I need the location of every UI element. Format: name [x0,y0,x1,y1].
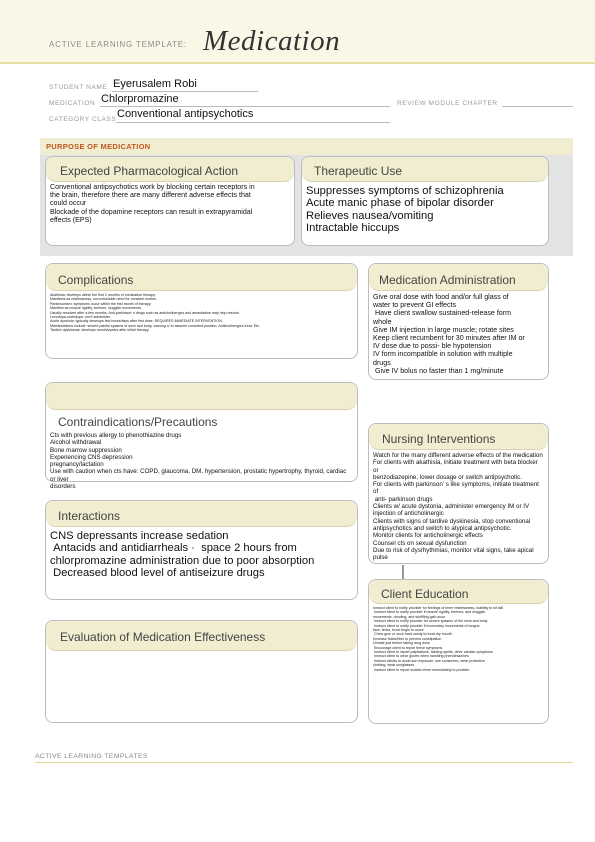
text-line: Have client swallow sustained-release form [373,309,512,318]
text-line: Antacids and antidiarrheals · space 2 hours from [50,542,297,555]
medication-administration-card [368,263,549,380]
text-line: Instruct client to notify provider for severe spasms of the neck and body [373,619,488,624]
text-line: IV dose due to possi- ble hypotension [373,342,492,351]
footer-label: ACTIVE LEARNING TEMPLATES [35,753,148,760]
client-education-card [368,579,549,724]
text-line: Acute dystonia: typically develops few hours/days after first dose. REQUIRES IMMEDIATE INTERVENTION. [50,319,223,324]
category-class-underline [116,122,390,123]
text-line: drugs [373,358,391,367]
text-line: Keep client recumbent for 30 minutes after IM or [373,334,525,343]
text-line: Give oral dose with food and/or full glass of [373,293,509,301]
purpose-label: PURPOSE OF MEDICATION [46,142,151,151]
text-line: Instruct client to notify provider if involuntary movements of tongue, [373,623,481,628]
text-line: Tardive dyskinesia: develops months/years after initial therapy. [50,328,150,333]
interactions-text[interactable] [50,530,353,580]
text-line: pregnancy/lactation [50,461,104,469]
medication-field[interactable]: Chlorpromazine [101,93,179,105]
text-line: Bone marrow suppression [50,446,122,454]
text-line: Manifest as muscle rigidity, tremors, sluggish movements. [50,306,142,311]
text-line: Instruct client to report sudden fever immediately to provider [373,667,470,672]
medication-administration-text[interactable] [373,293,544,375]
text-line: Manifests as restlessness, uncontrollable need for constant motion. [50,297,158,302]
text-line: anti- parkinson drugs [373,495,433,503]
medication-label: MEDICATION [49,100,96,107]
therapeutic-use-text[interactable] [306,185,544,235]
text-line: Acute manic phase of bipolar disorder [306,197,494,210]
text-line: For clients with akathisia, initiate treatment with beta blocker or [373,459,540,474]
text-line: antipsychotics and switch to atypical antipsychotic. [373,524,512,532]
contraindications-card [45,382,358,491]
therapeutic-use-card [301,156,549,246]
text-line: Encourage client to report these symptoms [373,645,443,650]
therapeutic-use-title: Therapeutic Use [314,164,403,178]
text-line: Parkinsonism: symptoms occur within the first month of therapy. [50,301,152,306]
medication-administration-title: Medication Administration [379,273,516,287]
text-line: Due to risk of dysrhythmias, monitor vital signs, take apical pulse [373,546,536,562]
text-line: benzodiazepine, lower dosage or switch antipsychotic. [373,473,522,481]
text-line: the brain, therefore there are many different adverse effects that [50,191,251,200]
text-line: Akathisia: develops within the first 2 months of medication therapy. [50,293,156,297]
expected-action-title: Expected Pharmacological Action [60,164,239,178]
text-line: could occur [50,199,87,208]
text-line: Manifestations include: severe painful spasms of neck and body, causing c/ to assume contorted position. Anticholinergics treat. Etc. [50,323,260,328]
text-line: CNS depressants increase sedation [50,530,229,542]
text-line: Monitor clients for anticholinergic effects [373,532,483,540]
text-line: Alcohol withdrawal [50,439,102,447]
text-line: water to prevent GI effects [373,301,457,310]
text-line: Counsel cts on sexual dysfunction [373,539,467,547]
text-line: chlorpromazine administration due to poor absorption [50,554,315,567]
medication-underline [100,106,390,107]
header-divider [0,62,595,64]
text-line: movements, drooling, and shuffling gait occur [373,614,446,619]
text-line: Cts with previous allergy to phenothiazine drugs [50,432,182,439]
text-line: Watch for the many different adverse effects of the medication [373,452,543,459]
text-line: Decreased blood level of antiseizure drugs [50,567,265,580]
text-line: Instruct clients to avoid sun exposure, use sunscreen, wear protective [373,658,485,663]
evaluation-card [45,620,358,723]
text-line: Use with caution when cts have: COPD, glaucoma, DM, hypertension, prostatic hypertrophy, thyroid, cardiac or liver [50,468,349,483]
footer-divider [35,762,573,763]
text-line: Blockade of the dopamine receptors can result in extrapyramidal [50,207,253,216]
text-line: clothing, wear sunglasses [373,663,415,668]
review-module-label: REVIEW MODULE CHAPTER [397,100,498,107]
text-line: Give IV bolus no faster than 1 mg/minute [373,366,504,375]
text-line: Intractable hiccups [306,222,400,235]
category-class-label: CATEGORY CLASS [49,116,117,123]
text-line: For clients with parkinson' s like symptoms, initiate treatment of [373,481,541,496]
complications-text[interactable] [50,293,353,333]
text-line: Give IM injection in large muscle; rotate sites [373,325,514,334]
contraindications-header [46,383,357,410]
text-line: face, limbs, trunk begin to occur [373,628,424,633]
text-line: Levodopa-carbidopa: don't administer. [50,315,111,320]
complications-card [45,263,358,359]
expected-action-text[interactable] [50,183,290,224]
text-line: effects (EPS) [50,215,92,224]
text-line: IV form incompatible in solution with multiple [373,350,513,359]
template-title: Medication [203,25,341,57]
client-education-title: Client Education [381,587,469,601]
contraindications-text[interactable] [50,432,353,490]
student-name-field[interactable]: Eyerusalem Robi [113,78,197,90]
contraindications-title: Contraindications/Precautions [58,415,218,429]
text-line: Experiencing CNS depression [50,453,133,461]
template-label: ACTIVE LEARNING TEMPLATE: [49,40,187,49]
text-line: whole [373,317,392,326]
nursing-interventions-title: Nursing Interventions [382,432,496,446]
text-line: Usually resolves after a few months. Anti-parkinson' s drugs such as anticholinergics and amantadine may help resolve. [50,310,241,315]
nursing-interventions-text[interactable] [373,452,544,561]
expected-action-card [45,156,295,246]
text-line: Instruct client to report palpitations, fainting spells, other cardiac symptoms [373,650,493,655]
connector-line [402,565,404,579]
text-line: Relieves nausea/vomiting [306,209,434,222]
text-line: disorders [50,483,76,491]
text-line: Increase fluids/fiber to prevent constipation [373,636,442,641]
text-line: Clients with signs of tardive dyskinesia, stop conventional [373,517,531,525]
client-education-text[interactable] [373,606,544,672]
category-class-field[interactable]: Conventional antipsychotics [117,108,254,120]
text-line: Suppresses symptoms of schizophrenia [306,185,504,197]
text-line: injection of anticholinergic [373,510,444,518]
text-line: Instruct client to notify provider for feelings of inner restlessness, inability to sit still [373,606,504,610]
student-name-underline [112,91,258,92]
text-line: Urinate just before taking drug dose [373,641,430,646]
text-line: Conventional antipsychotics work by blocking certain receptors in [50,183,255,191]
student-name-label: STUDENT NAME [49,84,108,91]
text-line: Chew gum or suck hard candy to treat dry mouth [373,632,452,637]
evaluation-title: Evaluation of Medication Effectiveness [60,630,266,644]
interactions-card [45,500,358,600]
interactions-title: Interactions [58,509,121,523]
nursing-interventions-card [368,423,549,564]
text-line: Instruct client to notify provider if muscle rigidity, tremors, and sluggish [373,610,486,615]
complications-title: Complications [58,273,134,287]
text-line: Clients w/ acute dystonia, administer emergency IM or IV [373,503,530,511]
text-line: Instruct client to wear gloves when handling phenothiazines [373,654,469,659]
evaluation-text-area[interactable] [50,653,353,718]
review-module-field[interactable] [502,106,573,107]
